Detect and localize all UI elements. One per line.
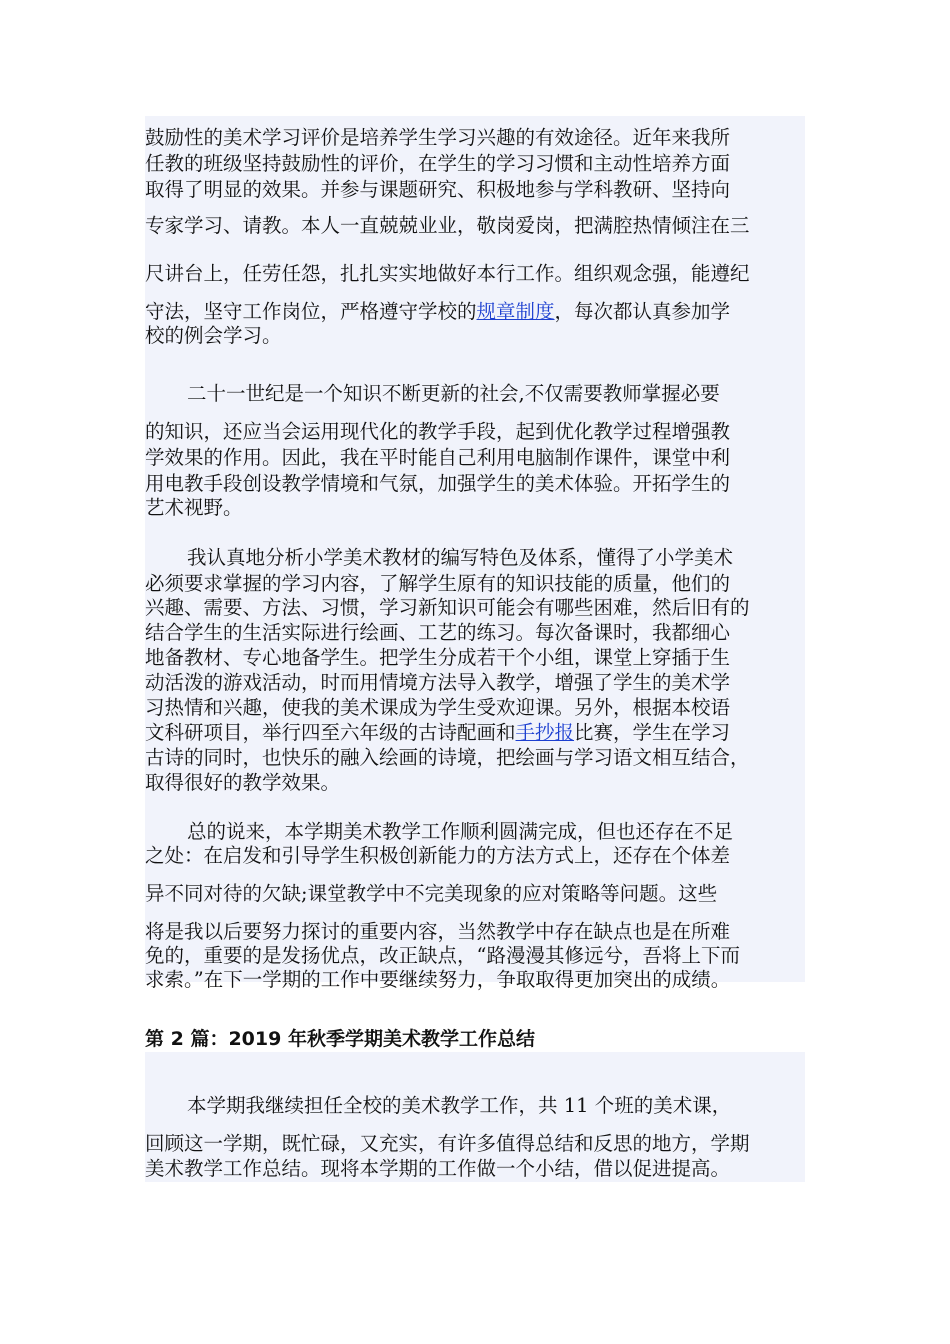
text-line: 的知识，还应当会运用现代化的教学手段，起到优化教学过程增强教 (145, 420, 731, 443)
text-line: 鼓励性的美术学习评价是培养学生学习兴趣的有效途径。近年来我所 (145, 126, 731, 149)
text-line: 免的，重要的是发扬优点，改正缺点，“路漫漫其修远兮，吾将上下而 (145, 944, 740, 967)
text-line (145, 721, 730, 745)
text-line: 校的例会学习。 (145, 324, 282, 347)
text-block-2 (145, 1052, 805, 1182)
text-line: 学效果的作用。因此，我在平时能自己利用电脑制作课件，课堂中利 (145, 446, 731, 469)
text-line: 求索。”在下一学期的工作中要继续努力，争取取得更加突出的成绩。 (145, 968, 731, 991)
text-line: 回顾这一学期，既忙碌，又充实，有许多值得总结和反思的地方，学期 (145, 1132, 750, 1155)
text-line (145, 300, 730, 324)
text-line: 取得了明显的效果。并参与课题研究、积极地参与学科教研、坚持向 (145, 178, 731, 201)
text-block-1 (145, 116, 805, 991)
text-segment: 比赛，学生在学习 (574, 721, 731, 744)
text-line: 艺术视野。 (145, 496, 243, 519)
text-line: 用电教手段创设教学情境和气氛，加强学生的美术体验。开拓学生的 (145, 472, 731, 495)
text-line: 二十一世纪是一个知识不断更新的社会,不仅需要教师掌握必要 (187, 382, 720, 405)
text-segment: 守法，坚守工作岗位，严格遵守学校的 (145, 300, 477, 323)
text-line: 总的说来，本学期美术教学工作顺利圆满完成，但也还存在不足 (187, 820, 734, 843)
text-line: 兴趣、需要、方法、习惯，学习新知识可能会有哪些困难，然后旧有的 (145, 596, 750, 619)
text-line: 动活泼的游戏活动，时而用情境方法导入教学，增强了学生的美术学 (145, 671, 731, 694)
text-line: 专家学习、请教。本人一直兢兢业业，敬岗爱岗，把满腔热情倾注在三 (145, 214, 750, 237)
text-line: 我认真地分析小学美术教材的编写特色及体系，懂得了小学美术 (187, 546, 734, 569)
text-line: 任教的班级坚持鼓励性的评价，在学生的学习习惯和主动性培养方面 (145, 152, 731, 175)
text-line: 本学期我继续担任全校的美术教学工作，共 11 个班的美术课， (187, 1094, 732, 1117)
text-line: 美术教学工作总结。现将本学期的工作做一个小结，借以促进提高。 (145, 1157, 731, 1180)
text-line: 取得很好的教学效果。 (145, 771, 341, 794)
section-heading: 第 2 篇：2019 年秋季学期美术教学工作总结 (145, 1028, 535, 1050)
text-line: 之处：在启发和引导学生积极创新能力的方法方式上，还存在个体差 (145, 844, 731, 867)
text-segment: 文科研项目，举行四至六年级的古诗配画和 (145, 721, 516, 744)
text-line: 必须要求掌握的学习内容，了解学生原有的知识技能的质量，他们的 (145, 572, 731, 595)
text-line: 习热情和兴趣，使我的美术课成为学生受欢迎课。另外，根据本校语 (145, 696, 731, 719)
text-line: 将是我以后要努力探讨的重要内容，当然教学中存在缺点也是在所难 (145, 920, 731, 943)
text-segment: ，每次都认真参加学 (554, 300, 731, 323)
link-handwritten-newspaper[interactable]: 手抄报 (515, 721, 575, 744)
link-rules-regulations[interactable]: 规章制度 (476, 300, 555, 323)
text-line: 异不同对待的欠缺;课堂教学中不完美现象的应对策略等问题。这些 (145, 882, 718, 905)
text-line: 地备教材、专心地备学生。把学生分成若干个小组，课堂上穿插于生 (145, 646, 731, 669)
text-line: 结合学生的生活实际进行绘画、工艺的练习。每次备课时，我都细心 (145, 621, 731, 644)
text-line: 尺讲台上，任劳任怨，扎扎实实地做好本行工作。组织观念强，能遵纪 (145, 262, 750, 285)
text-line: 古诗的同时，也快乐的融入绘画的诗境，把绘画与学习语文相互结合， (145, 746, 750, 769)
